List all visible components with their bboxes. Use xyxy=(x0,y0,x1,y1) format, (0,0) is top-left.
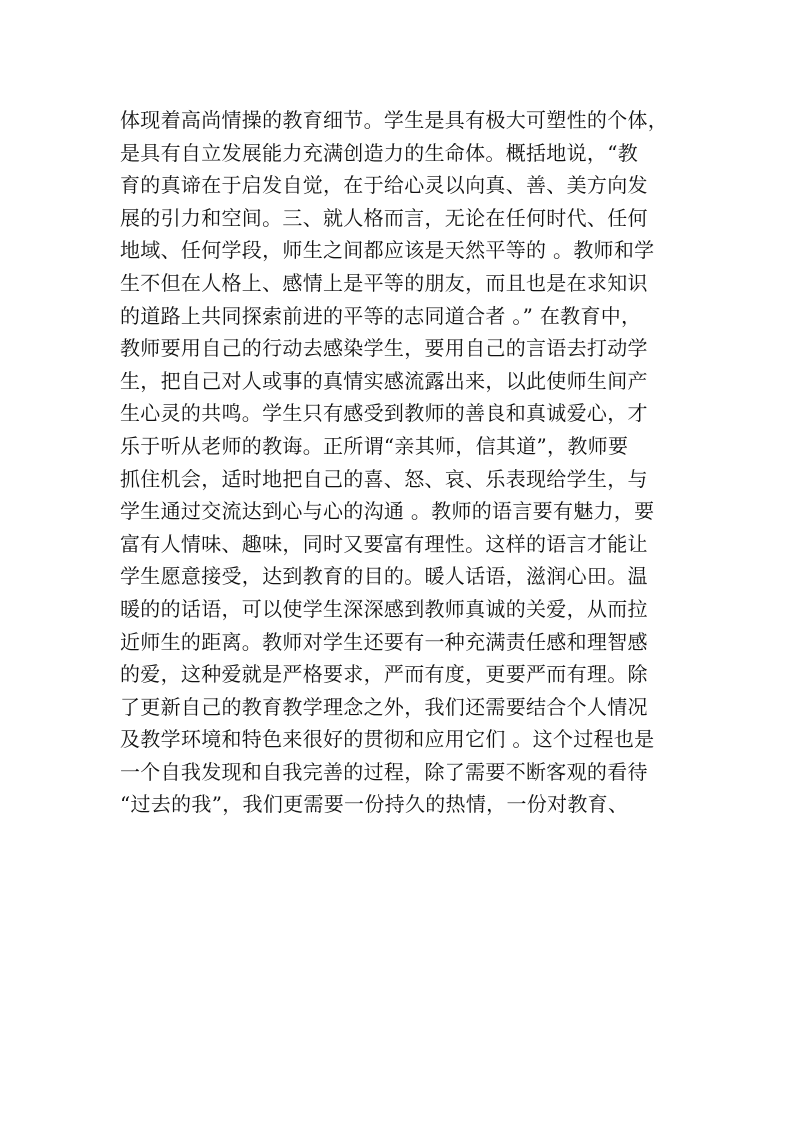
text-line: 生不但在人格上、感情上是平等的朋友，而且也是在求知识 xyxy=(120,270,648,295)
text-line: 及教学环境和特色来很好的贯彻和应用它们 。这个过程也是 xyxy=(120,727,655,752)
text-line: 的道路上共同探索前进的平等的志同道合者 。” 在教育中， xyxy=(120,303,642,328)
text-line: 育的真谛在于启发自觉，在于给心灵以向真、善、美方向发 xyxy=(120,173,648,198)
text-line: 了更新自己的教育教学理念之外，我们还需要结合个人情况 xyxy=(120,694,648,719)
body-text xyxy=(120,104,700,821)
text-line: 富有人情味、趣味，同时又要富有理性。这样的语言才能让 xyxy=(120,531,648,556)
text-line: 抓住机会，适时地把自己的喜、怒、哀、乐表现给学生，与 xyxy=(120,466,648,491)
text-line: 展的引力和空间。三、就人格而言，无论在任何时代、任何 xyxy=(120,205,648,230)
text-line: 近师生的距离。教师对学生还要有一种充满责任感和理智感 xyxy=(120,629,648,654)
text-line: 学生通过交流达到心与心的沟通 。教师的语言要有魅力，要 xyxy=(120,499,655,524)
text-line: 教师要用自己的行动去感染学生，要用自己的言语去打动学 xyxy=(120,336,648,361)
text-line: 生，把自己对人或事的真情实感流露出来，以此使师生间产 xyxy=(120,368,648,393)
text-line: “过去的我”，我们更需要一份持久的热情，一份对教育、 xyxy=(120,792,629,817)
text-line: 体现着高尚情操的教育细节。学生是具有极大可塑性的个体， xyxy=(120,108,669,132)
text-line: 学生愿意接受，达到教育的目的。暖人话语，滋润心田。温 xyxy=(120,564,648,589)
text-line: 一个自我发现和自我完善的过程，除了需要不断客观的看待 xyxy=(120,759,648,784)
text-line: 暖的的话语，可以使学生深深感到教师真诚的关爱，从而拉 xyxy=(120,596,648,621)
text-line: 的爱，这种爱就是严格要求，严而有度，更要严而有理。除 xyxy=(120,662,648,687)
text-line: 乐于听从老师的教诲。正所谓“亲其师，信其道”，教师要 xyxy=(120,433,629,458)
text-line: 地域、任何学段，师生之间都应该是天然平等的 。教师和学 xyxy=(120,238,655,263)
text-line: 是具有自立发展能力充满创造力的生命体。概括地说，“教 xyxy=(120,140,639,165)
text-line: 生心灵的共鸣。学生只有感受到教师的善良和真诚爱心，才 xyxy=(120,401,648,426)
